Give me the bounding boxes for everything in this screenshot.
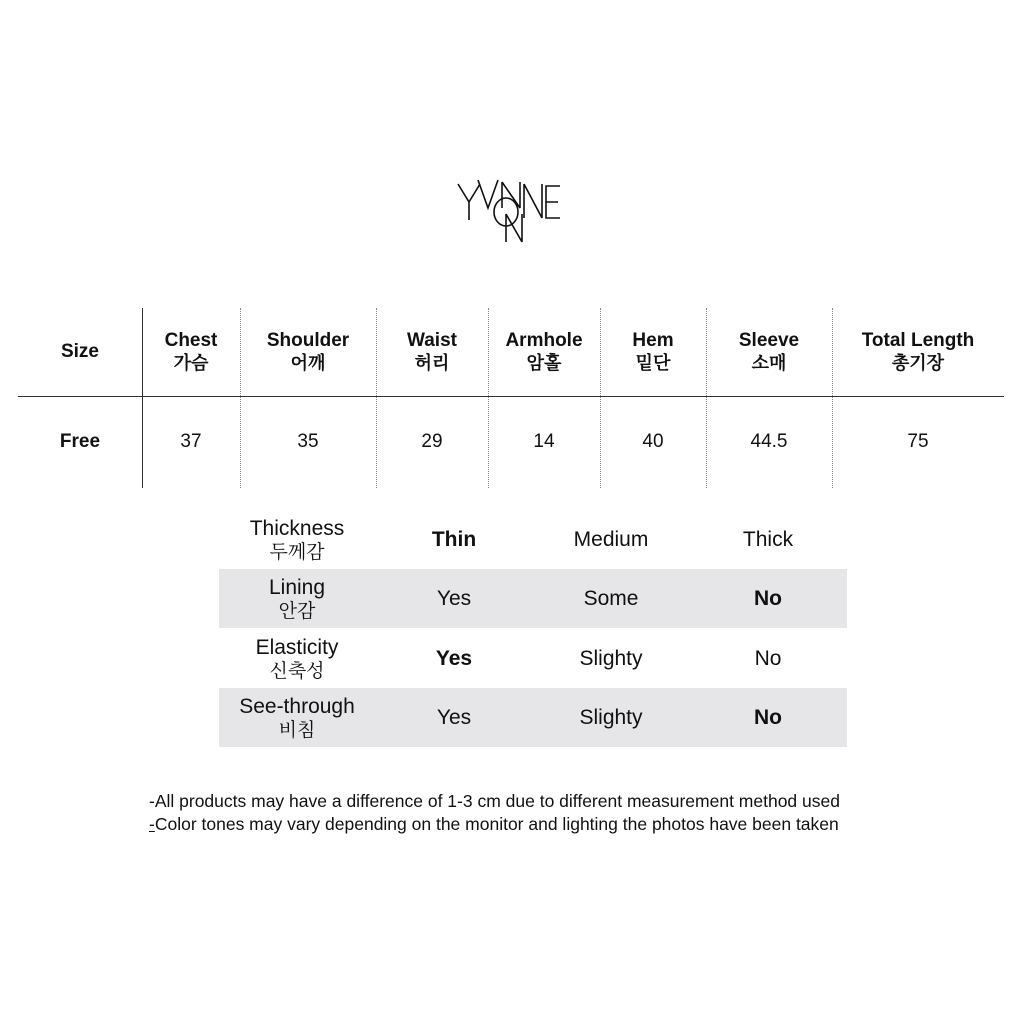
header-shoulder-kr: 어깨 <box>290 353 326 374</box>
header-armhole <box>488 308 600 396</box>
chest-value: 37 <box>180 431 202 452</box>
row-waist-value <box>376 396 488 488</box>
row-sleeve-value <box>706 396 832 488</box>
hem-value: 40 <box>642 431 664 452</box>
size-free: Free <box>59 431 101 452</box>
note-measurement: -All products may have a difference of 1-3 cm due to different measurement method used <box>149 791 840 811</box>
header-chest-label: Chest <box>164 330 218 351</box>
header-total-length-label: Total Length <box>861 330 975 351</box>
fabric-label-kr: 두께감 <box>269 540 325 563</box>
fabric-label-cell <box>219 569 375 628</box>
brand-logo-mark <box>452 174 568 246</box>
fabric-label-en: Elasticity <box>255 635 339 659</box>
header-chest <box>142 308 240 396</box>
row-chest-value <box>142 396 240 488</box>
header-shoulder-label: Shoulder <box>266 330 350 351</box>
disclaimer-notes <box>149 790 949 836</box>
fabric-option: Some <box>583 586 639 610</box>
shoulder-value: 35 <box>297 431 319 452</box>
header-hem <box>600 308 706 396</box>
size-table-row <box>18 396 1004 488</box>
sleeve-value: 44.5 <box>750 431 788 452</box>
brand-logo <box>452 174 568 246</box>
fabric-row-elasticity <box>219 629 847 688</box>
column-divider <box>488 308 489 488</box>
fabric-option: Thick <box>742 527 794 551</box>
fabric-label-cell <box>219 510 375 569</box>
armhole-value: 14 <box>533 431 555 452</box>
fabric-row-thickness <box>219 510 847 569</box>
column-divider <box>832 308 833 488</box>
row-armhole-value <box>488 396 600 488</box>
header-hem-label: Hem <box>632 330 674 351</box>
column-divider <box>240 308 241 488</box>
size-table <box>18 308 1004 488</box>
fabric-option: Slighty <box>579 646 643 670</box>
header-sleeve-kr: 소매 <box>751 353 787 374</box>
header-armhole-kr: 암홀 <box>526 353 562 374</box>
row-shoulder-value <box>240 396 376 488</box>
fabric-label-cell <box>219 629 375 688</box>
total-length-value: 75 <box>907 431 929 452</box>
column-divider <box>142 308 143 488</box>
size-table-header <box>18 308 1004 397</box>
header-chest-kr: 가슴 <box>173 353 209 374</box>
waist-value: 29 <box>421 431 443 452</box>
fabric-label-en: See-through <box>239 694 355 718</box>
fabric-label-kr: 안감 <box>278 599 316 622</box>
fabric-label-kr: 비침 <box>278 718 316 741</box>
header-waist-kr: 허리 <box>414 353 450 374</box>
header-waist <box>376 308 488 396</box>
header-hem-kr: 밑단 <box>635 353 671 374</box>
fabric-row-lining <box>219 569 847 628</box>
header-total-length <box>832 308 1004 396</box>
fabric-option: Medium <box>573 527 649 551</box>
fabric-option: No <box>754 586 782 610</box>
header-total-length-kr: 총기장 <box>891 353 945 374</box>
fabric-option: Yes <box>435 646 473 670</box>
fabric-label-cell <box>219 688 375 747</box>
fabric-row-see-through <box>219 688 847 747</box>
fabric-option: Slighty <box>579 705 643 729</box>
row-size-value <box>18 396 142 488</box>
column-divider <box>706 308 707 488</box>
fabric-option: No <box>754 705 782 729</box>
column-divider <box>376 308 377 488</box>
fabric-option: Yes <box>436 586 472 610</box>
note-color-text: Color tones may vary depending on the monitor and lighting the photos have been taken <box>154 814 839 834</box>
fabric-info-table <box>219 510 847 748</box>
header-armhole-label: Armhole <box>505 330 583 351</box>
fabric-option: Yes <box>436 705 472 729</box>
header-waist-label: Waist <box>407 330 457 351</box>
header-size <box>18 308 142 396</box>
header-size-label: Size <box>60 341 100 362</box>
fabric-label-en: Lining <box>268 575 326 599</box>
header-shoulder <box>240 308 376 396</box>
row-total-length-value <box>832 396 1004 488</box>
fabric-label-en: Thickness <box>249 516 345 540</box>
row-hem-value <box>600 396 706 488</box>
fabric-label-kr: 신축성 <box>269 659 325 682</box>
header-sleeve-label: Sleeve <box>738 330 800 351</box>
note-color-dash: - <box>149 814 155 834</box>
fabric-option: No <box>754 646 782 670</box>
fabric-option: Thin <box>431 527 477 551</box>
note-color <box>149 813 949 836</box>
header-sleeve <box>706 308 832 396</box>
column-divider <box>600 308 601 488</box>
